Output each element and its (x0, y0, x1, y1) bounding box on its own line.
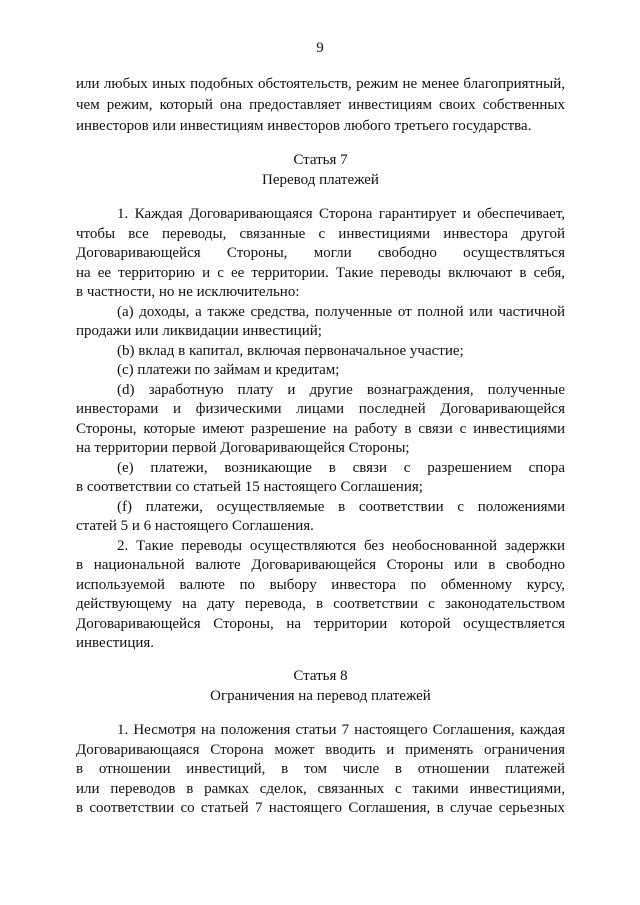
clause-line: в национальной валюте Договаривающейся Стороны или в свободно (76, 557, 565, 573)
article-7-item-f (76, 498, 565, 537)
article-7-item-b (76, 342, 565, 362)
intro-line: или любых иных подобных обстоятельств, режим не менее благоприятный, (76, 76, 565, 92)
clause-line: или переводов в рамках сделок, связанных с такими инвестициями, (76, 780, 565, 797)
article-7-clause-1 (76, 205, 565, 303)
item-line: (d) заработную плату и другие вознаграждения, полученные (117, 381, 565, 398)
article-8-clause-1 (76, 721, 565, 819)
item-line: (b) вклад в капитал, включая первоначальное участие; (117, 342, 464, 359)
article-7-title: Перевод платежей (262, 172, 379, 188)
article-8-number: Статья 8 (293, 668, 348, 684)
article-7-item-a (76, 303, 565, 342)
clause-line: Договаривающейся Стороны, могли свободно осуществляться (76, 245, 565, 261)
item-line: (e) платежи, возникающие в связи с разрешением спора (117, 459, 565, 476)
intro-paragraph (76, 74, 565, 137)
item-line: (f) платежи, осуществляемые в соответствии с положениями (117, 498, 565, 515)
article-7-number: Статья 7 (293, 152, 348, 168)
clause-line: инвестиция. (76, 635, 155, 651)
clause-line: в отношении инвестиций, в том числе в отношении платежей (76, 761, 565, 777)
intro-line: инвесторов или инвестициям инвесторов любого третьего государства. (76, 118, 532, 134)
item-line: продажи или ликвидации инвестиций; (76, 323, 322, 339)
item-line: статей 5 и 6 настоящего Соглашения. (76, 518, 314, 534)
article-7-item-e (76, 459, 565, 498)
article-7-body (76, 205, 565, 654)
clause-line: в частности, но не исключительно: (76, 284, 300, 300)
item-line: инвесторами и физическими лицами последней Договаривающейся (76, 401, 565, 417)
intro-line: чем режим, который она предоставляет инвестициям своих собственных (76, 97, 565, 113)
article-7-heading (76, 150, 565, 190)
article-7-item-c (76, 361, 565, 381)
article-8-body (76, 721, 565, 819)
clause-line: на ее территорию и с ее территории. Такие переводы включают в себя, (76, 264, 565, 281)
clause-line: Договаривающейся Стороны, на территории которой осуществляется (76, 615, 565, 632)
item-line: на территории первой Договаривающейся Стороны; (76, 440, 410, 456)
article-7-item-d (76, 381, 565, 459)
page-number: 9 (316, 40, 324, 56)
clause-line: чтобы все переводы, связанные с инвестициями инвестора другой (76, 225, 565, 242)
clause-line: 2. Такие переводы осуществляются без необоснованной задержки (117, 537, 565, 554)
item-line: Стороны, которые имеют разрешение на работу в связи с инвестициями (76, 420, 565, 437)
clause-line: 1. Каждая Договаривающаяся Сторона гарантирует и обеспечивает, (117, 206, 565, 222)
article-8-heading (76, 666, 565, 706)
article-7-clause-2 (76, 537, 565, 654)
article-8-title: Ограничения на перевод платежей (210, 688, 431, 704)
item-line: (c) платежи по займам и кредитам; (117, 362, 340, 378)
clause-line: используемой валюте по выбору инвестора по обменному курсу, (76, 576, 565, 593)
clause-line: в соответствии со статьей 7 настоящего Соглашения, в случае серьезных (76, 800, 565, 816)
clause-line: 1. Несмотря на положения статьи 7 настоящего Соглашения, каждая (117, 722, 565, 738)
item-line: в соответствии со статьей 15 настоящего Соглашения; (76, 479, 423, 495)
item-line: (a) доходы, а также средства, полученные от полной или частичной (117, 303, 565, 320)
clause-line: действующему на дату перевода, в соответствии с законодательством (76, 596, 565, 612)
clause-line: Договаривающаяся Сторона может вводить и применять ограничения (76, 741, 565, 758)
